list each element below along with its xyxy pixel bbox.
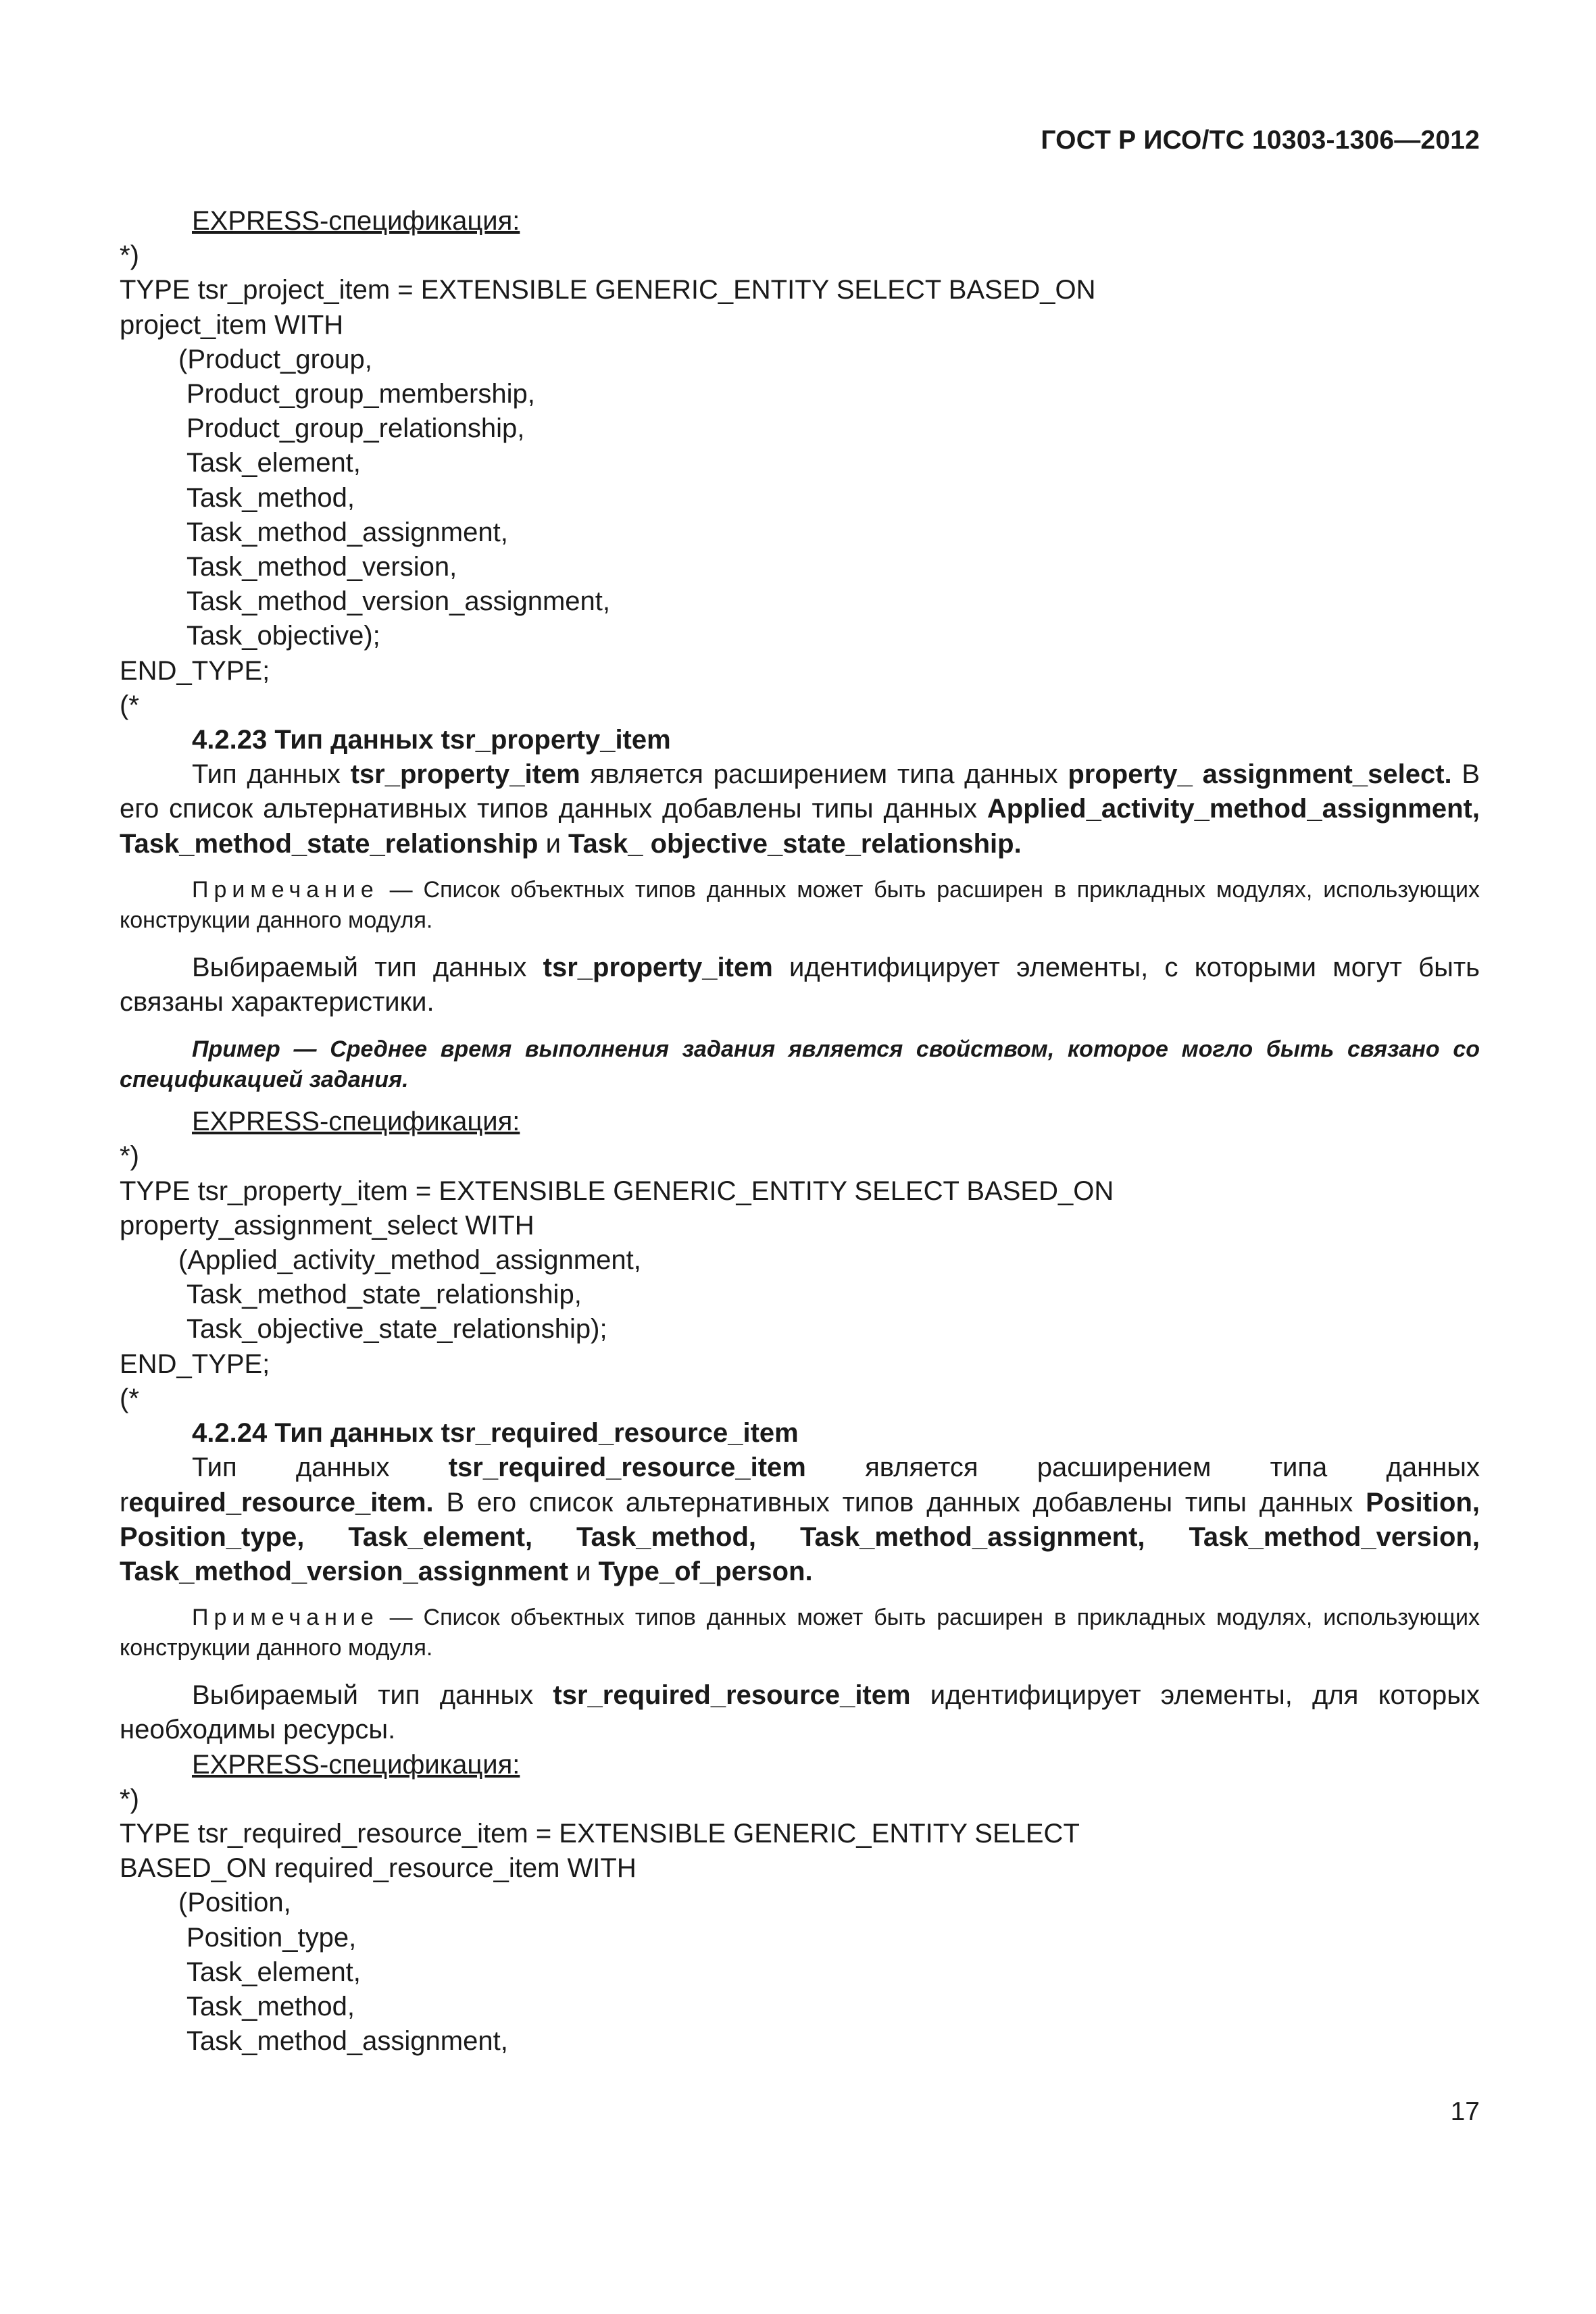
text-run: идентифицирует элементы, для которых необходимы ресурсы. <box>120 1680 1480 1745</box>
code-line: Task_method_state_relationship, <box>186 1280 582 1310</box>
code-line: TYPE tsr_required_resource_item = EXTENSIBLE GENERIC_ENTITY SELECT <box>120 1818 1080 1848</box>
code-line: TYPE tsr_property_item = EXTENSIBLE GENERIC_ENTITY SELECT BASED_ON <box>120 1176 1114 1206</box>
note <box>120 875 1480 936</box>
note-text: — Список объектных типов данных может быть расширен в прикладных модулях, использующих конструкции данного модуля. <box>120 1605 1480 1661</box>
express-spec-label: EXPRESS-спецификация: <box>192 1107 520 1137</box>
code-line: END_TYPE; <box>120 1349 270 1379</box>
code-line: Task_element, <box>186 1957 361 1987</box>
paragraph <box>120 1451 1480 1589</box>
page-number: 17 <box>1450 2097 1480 2126</box>
express-spec-label: EXPRESS-спецификация: <box>192 1749 520 1780</box>
term: Type_of_person. <box>598 1556 813 1586</box>
paragraph <box>120 1678 1480 1747</box>
note-text: — Список объектных типов данных может быть расширен в прикладных модулях, использующих конструкции данного модуля. <box>120 876 1480 933</box>
note-label: Примечание <box>192 1605 379 1631</box>
code-line: property_assignment_select WITH <box>120 1210 534 1240</box>
term: Applied_activity_method_assignment, Task_method_state_relationship <box>120 794 1480 859</box>
term: tsr_required_resource_item <box>553 1680 911 1711</box>
term: tsr_property_item <box>543 952 773 982</box>
term: property_ assignment_select. <box>1068 759 1452 790</box>
text-run: Тип данных <box>192 1453 449 1483</box>
text-run: является расширением типа данных r <box>120 1453 1480 1517</box>
code-line: Product_group_membership, <box>186 379 535 409</box>
paragraph <box>120 757 1480 861</box>
code-line: Task_objective_state_relationship); <box>186 1314 607 1344</box>
section-heading-4-2-23: 4.2.23 Тип данных tsr_property_item <box>192 725 671 755</box>
standard-designation: ГОСТ Р ИСО/ТС 10303-1306—2012 <box>1041 126 1480 155</box>
code-line: (Product_group, <box>178 344 372 374</box>
text-run: Выбираемый тип данных <box>192 952 543 982</box>
code-line: project_item WITH <box>120 309 344 340</box>
code-line: Product_group_relationship, <box>186 413 525 444</box>
code-line: *) <box>120 241 139 271</box>
section-heading-4-2-24: 4.2.24 Тип данных tsr_required_resource_item <box>192 1418 799 1449</box>
note-label: Примечание <box>192 876 379 903</box>
example: Пример — Среднее время выполнения задания является свойством, которое могло быть связано со спецификацией задания. <box>120 1036 1480 1093</box>
code-line: Task_method_assignment, <box>186 2026 508 2057</box>
text-run: идентифицирует элементы, с которыми могут быть связаны характеристики. <box>120 952 1480 1017</box>
code-line: Task_method_assignment, <box>186 517 508 547</box>
text-run: В его список альтернативных типов данных добавлены типы данных <box>433 1487 1366 1517</box>
code-line: (Position, <box>178 1888 291 1918</box>
term: equired_resource_item. <box>128 1487 434 1517</box>
term: tsr_property_item <box>350 759 580 790</box>
code-line: BASED_ON required_resource_item WITH <box>120 1853 637 1884</box>
text-run: В его список альтернативных типов данных добавлены типы данных <box>120 759 1480 824</box>
code-line: Task_method_version_assignment, <box>186 586 611 617</box>
code-line: Position_type, <box>186 1922 357 1953</box>
text-run: и <box>568 1556 599 1586</box>
code-line: *) <box>120 1141 139 1172</box>
express-spec-label: EXPRESS-спецификация: <box>192 206 520 236</box>
note <box>120 1603 1480 1663</box>
term: Task_ objective_state_relationship. <box>568 828 1022 859</box>
code-line: Task_method, <box>186 482 355 513</box>
code-line: *) <box>120 1784 139 1814</box>
code-line: Task_objective); <box>186 621 380 651</box>
code-line: TYPE tsr_project_item = EXTENSIBLE GENERIC_ENTITY SELECT BASED_ON <box>120 275 1096 305</box>
term: Position, Position_type, Task_element, Task_method, Task_method_assignment, Task_method_version, Task_method_version_assignment <box>120 1487 1480 1586</box>
code-line: Task_element, <box>186 448 361 478</box>
code-line: Task_method, <box>186 1991 355 2021</box>
code-line: (Applied_activity_method_assignment, <box>178 1245 641 1276</box>
code-line: (* <box>120 1383 139 1413</box>
text-run: Выбираемый тип данных <box>192 1680 553 1711</box>
paragraph <box>120 951 1480 1020</box>
term: tsr_required_resource_item <box>448 1453 806 1483</box>
code-line: Task_method_version, <box>186 552 457 582</box>
text-run: и <box>538 828 569 859</box>
code-line: END_TYPE; <box>120 655 270 686</box>
text-run: Тип данных <box>192 759 351 790</box>
code-line: (* <box>120 690 139 720</box>
page-content <box>120 204 1480 2059</box>
text-run: является расширением типа данных <box>580 759 1068 790</box>
